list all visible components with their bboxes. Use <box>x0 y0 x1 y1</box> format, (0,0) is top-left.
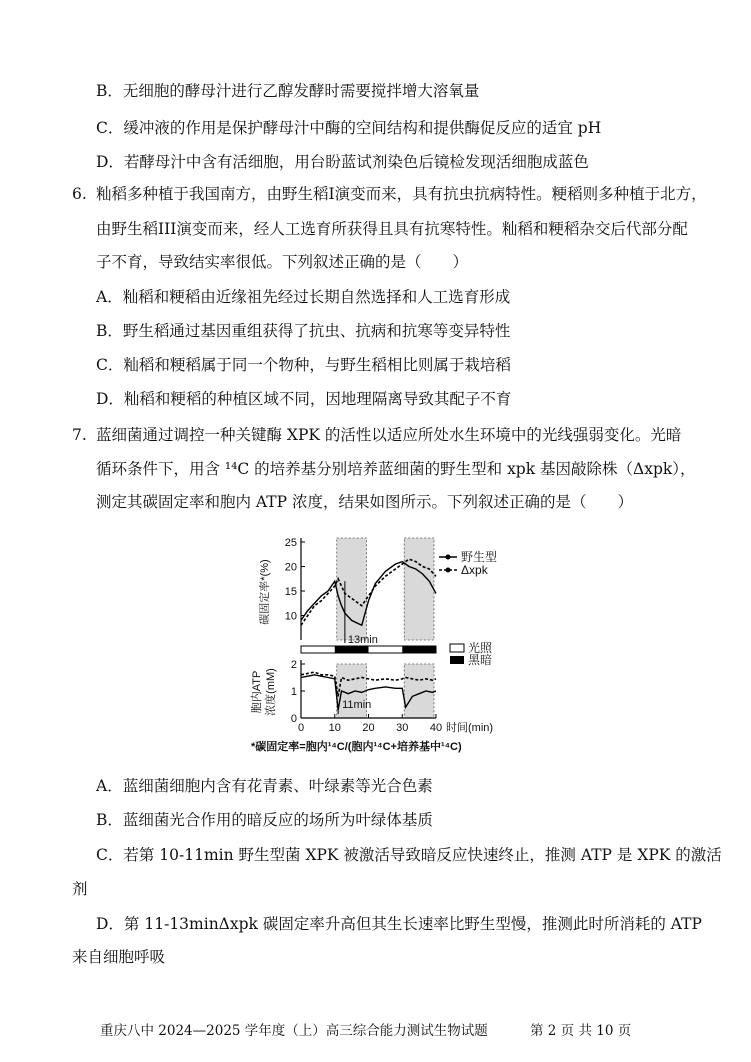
bottom-y-tick-label: 1 <box>290 686 297 698</box>
x-tick-label: 30 <box>396 722 409 734</box>
top-y-tick-label: 10 <box>284 610 297 623</box>
x-axis-title: 时间(min) <box>446 722 494 734</box>
q6-option-a: A．籼稻和粳稻由近缘祖先经过长期自然选择和人工选育形成 <box>96 288 511 306</box>
annotation-13min: 13min <box>347 634 378 646</box>
q7-chart-svg <box>246 532 516 764</box>
q6-stem-line3: 子不育，导致结实率很低。下列叙述正确的是（ ） <box>96 253 469 271</box>
annotation-11min: 11min <box>342 699 372 711</box>
q6-stem-line2: 由野生稻III演变而来，经人工选育所获得且具有抗寒特性。籼稻和粳稻杂交后代部分配 <box>96 220 688 238</box>
q7-number: 7. <box>72 426 87 444</box>
q6-option-c: C．籼稻和粳稻属于同一个物种，与野生稻相比则属于栽培稻 <box>96 356 511 374</box>
legend-light-swatch <box>450 644 464 652</box>
x-tick-label: 10 <box>328 722 341 734</box>
q5-option-c: C．缓冲液的作用是保护酵母汁中酶的空间结构和提供酶促反应的适宜 pH <box>96 119 602 137</box>
x-tick-label: 20 <box>362 722 375 734</box>
footer-page-number: 第 2 页 共 10 页 <box>530 1023 632 1039</box>
q7-figure <box>246 532 516 764</box>
dark-period-shading <box>404 664 434 718</box>
top-y-tick-label: 25 <box>284 537 297 549</box>
q7-option-a: A．蓝细菌细胞内含有花青素、叶绿素等光合色素 <box>96 777 433 795</box>
q7-option-c-line1: C．若第 10-11min 野生型菌 XPK 被激活导致暗反应快速终止，推测 ATP 是 XPK 的激活 <box>96 846 722 864</box>
q6-number: 6. <box>72 185 87 203</box>
legend-marker-wildtype <box>446 555 451 560</box>
bottom-y-axis-title-line2: 浓度(mM) <box>265 668 277 716</box>
legend-label-light: 光照 <box>468 641 493 655</box>
legend-label-dark: 黑暗 <box>468 653 493 667</box>
bottom-y-tick-label: 2 <box>290 659 297 671</box>
q7-stem-line1: 蓝细菌通过调控一种关键酶 XPK 的活性以适应所处水生环境中的光线强弱变化。光暗 <box>96 426 682 444</box>
q7-stem-line3: 测定其碳固定率和胞内 ATP 浓度，结果如图所示。下列叙述正确的是（ ） <box>96 493 633 511</box>
legend-label-wildtype: 野生型 <box>461 550 498 564</box>
top-y-tick-label: 15 <box>284 586 297 598</box>
q7-option-b: B．蓝细菌光合作用的暗反应的场所为叶绿体基质 <box>96 811 433 829</box>
dark-period-bar <box>335 646 369 653</box>
q7-stem-line2: 循环条件下，用含 ¹⁴C 的培养基分别培养蓝细菌的野生型和 xpk 基因敲除株（Δxpk）， <box>96 460 696 478</box>
q5-option-b: B．无细胞的酵母汁进行乙醇发酵时需要搅拌增大溶氧量 <box>96 82 480 100</box>
x-tick-label: 40 <box>429 722 443 734</box>
q6-stem-line1: 籼稻多种植于我国南方，由野生稻I演变而来，具有抗虫抗病特性。粳稻则多种植于北方， <box>96 185 707 203</box>
q7-option-d-line2: 来自细胞呼吸 <box>72 948 166 966</box>
q7-option-c-line2: 剂 <box>72 880 88 898</box>
q5-option-d: D．若酵母汁中含有活细胞，用台盼蓝试剂染色后镜检发现活细胞成蓝色 <box>96 153 589 171</box>
dark-period-shading <box>404 538 434 640</box>
top-y-axis-title: 碳固定率*(%) <box>259 559 271 625</box>
x-tick-label: 0 <box>297 722 305 734</box>
top-y-tick-label: 20 <box>284 561 297 574</box>
dark-period-bar <box>402 646 436 653</box>
q6-option-d: D．籼稻和粳稻的种植区域不同，因地理隔离导致其配子不育 <box>96 390 512 408</box>
bottom-y-tick-label: 0 <box>290 713 297 725</box>
chart-footnote: *碳固定率=胞内¹⁴C/(胞内¹⁴C+培养基中¹⁴C) <box>251 741 462 753</box>
bottom-y-axis-title-line1: 胞内ATP <box>251 670 263 714</box>
q7-option-d-line1: D．第 11-13minΔxpk 碳固定率升高但其生长速率比野生型慢，推测此时所消耗的 ATP <box>96 915 702 933</box>
legend-marker-dxpk <box>446 568 451 573</box>
legend-label-dxpk: Δxpk <box>461 563 488 577</box>
footer-left: 重庆八中 2024—2025 学年度（上）高三综合能力测试生物试题 <box>100 1023 488 1039</box>
q6-option-b: B．野生稻通过基因重组获得了抗虫、抗病和抗寒等变异特性 <box>96 322 511 340</box>
legend-dark-swatch <box>450 656 464 664</box>
